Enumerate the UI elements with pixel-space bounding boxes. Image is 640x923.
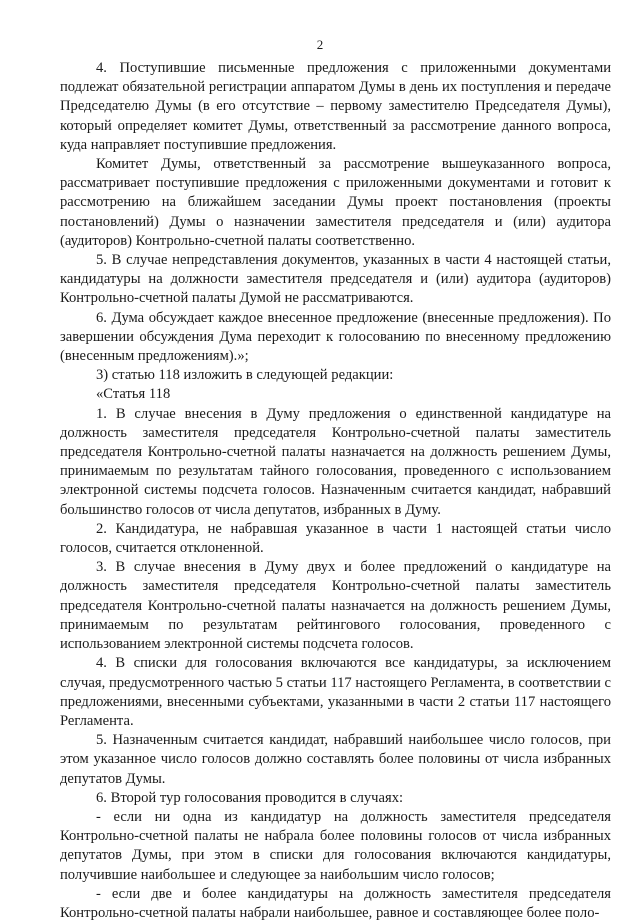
article-118-part-2: 2. Кандидатура, не набравшая указанное в части 1 настоящей статьи число голосов, считается отклоненной.	[60, 520, 611, 557]
article-118-part-4: 4. В списки для голосования включаются все кандидатуры, за исключением случая, предусмотренного частью 5 статьи 117 настоящего Регламента, в соответствии с предложениями, внесенными субъектами, указанными в части 2 статьи 117 настоящего Регламента.	[60, 655, 611, 729]
paragraph-4-registration: 4. Поступившие письменные предложения с приложенными документами подлежат обязательной регистрации аппаратом Думы в день их поступления и передаче Председателю Думы (в его отсутствие – первому заместителю Председателя Думы), который определяет комитет Думы, ответственный за рассмотрение данного вопроса, куда направляет поступившие предложения.	[60, 60, 611, 153]
article-118-part-5: 5. Назначенным считается кандидат, набравший наибольшее число голосов, при этом указанное число голосов должно составлять более половины от числа избранных депутатов Думы.	[60, 732, 611, 787]
article-118-part-1: 1. В случае внесения в Думу предложения о единственной кандидатуре на должность заместителя председателя Контрольно-счетной палаты заместитель председателя Контрольно-счетной палаты назначается на должность решением Думы, принимаемым по результатам тайного голосования, проведенного с использованием электронной системы подсчета голосов. Назначенным считается кандидат, набравший большинство голосов от числа депутатов, избранных в Думу.	[60, 405, 611, 518]
page-number: 2	[316, 37, 324, 52]
paragraph-amendment-118: 3) статью 118 изложить в следующей редакции:	[96, 367, 394, 384]
article-118-part-6: 6. Второй тур голосования проводится в случаях:	[96, 789, 404, 806]
article-118-part-3: 3. В случае внесения в Думу двух и более предложений о кандидатуре на должность заместителя председателя Контрольно-счетной палаты заместитель председателя Контрольно-счетной палаты назначается на должность решением Думы, принимаемым по результатам рейтингового голосования, проведенного с использованием электронной системы подсчета голосов.	[60, 559, 611, 653]
article-118-part-6-case-1: - если ни одна из кандидатур на должность заместителя председателя Контрольно-счетной палаты не набрала более половины голосов от числа избранных депутатов Думы, при этом в списки для голосования включаются кандидатуры, получившие наибольшее и следующее за наибольшим число голосов;	[60, 808, 611, 883]
paragraph-5-non-submission: 5. В случае непредставления документов, указанных в части 4 настоящей статьи, кандидатуры на должности заместителя председателя и (или) аудитора (аудиторов) Контрольно-счетной палаты Думой не рассматриваются.	[60, 252, 611, 307]
document-body	[60, 59, 611, 923]
paragraph-committee: Комитет Думы, ответственный за рассмотрение вышеуказанного вопроса, рассматривает поступившие предложения с приложенными документами и готовит к рассмотрению на ближайшем заседании Думы проект постановления (проекты постановлений) Думы о назначении заместителя председателя и (или) аудитора (аудиторов) Контрольно-счетной палаты соответственно.	[60, 156, 611, 249]
article-118-part-6-case-2: - если две и более кандидатуры на должность заместителя председателя Контрольно-счетной палаты набрали наибольшее, равное и составляющее более поло-	[60, 885, 611, 921]
article-118-heading: «Статья 118	[96, 386, 171, 403]
paragraph-6-discussion: 6. Дума обсуждает каждое внесенное предложение (внесенные предложения). По завершении обсуждения Дума переходит к голосованию по внесенному предложению (внесенным предложениям).»;	[60, 309, 611, 365]
